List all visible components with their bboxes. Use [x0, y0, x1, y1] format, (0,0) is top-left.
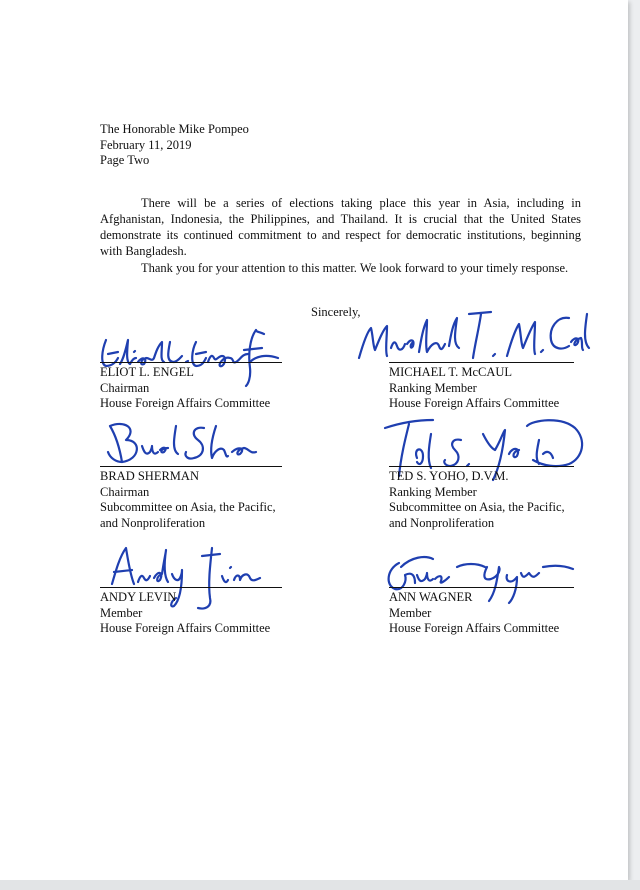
closing: Sincerely, [311, 305, 361, 319]
signatory-committee: House Foreign Affairs Committee [100, 396, 271, 410]
signature-line [389, 362, 574, 363]
signatory-block-sherman [100, 469, 276, 531]
signature-line [100, 362, 282, 363]
signatory-name: MICHAEL T. McCAUL [389, 365, 513, 379]
signatory-block-mccaul [389, 365, 559, 412]
body-paragraph-2: Thank you for your attention to this matter. We look forward to your timely response. [141, 261, 569, 275]
signatory-title: Chairman [100, 380, 150, 395]
signatory-committee: and Nonproliferation [100, 515, 206, 530]
signatory-name: TED S. YOHO, D.V.M. [389, 469, 509, 483]
signatory-title: Ranking Member [389, 484, 477, 499]
signatory-name: ANDY LEVIN [100, 590, 177, 604]
page-bottom-edge [0, 880, 640, 890]
signatory-title: Ranking Member [389, 380, 477, 395]
signatory-committee: House Foreign Affairs Committee [389, 396, 560, 410]
signatory-block-levin [100, 590, 270, 637]
signatory-committee: and Nonproliferation [389, 515, 495, 530]
signature-line [389, 466, 574, 467]
signatory-title: Chairman [100, 484, 150, 499]
letter-header [100, 122, 249, 169]
signatory-title: Member [389, 605, 432, 620]
signatory-name: BRAD SHERMAN [100, 469, 199, 483]
signature-line [389, 587, 574, 588]
signature-mccaul [355, 300, 595, 370]
signature-line [100, 587, 282, 588]
letter-date: February 11, 2019 [100, 137, 192, 152]
signatory-committee: Subcommittee on Asia, the Pacific, [100, 500, 276, 514]
recipient: The Honorable Mike Pompeo [100, 122, 249, 136]
signatory-block-engel [100, 365, 270, 412]
signatory-committee: House Foreign Affairs Committee [100, 621, 271, 635]
signature-sherman [100, 418, 280, 470]
signatory-title: Member [100, 605, 143, 620]
signatory-name: ANN WAGNER [389, 590, 473, 604]
signatory-block-yoho [389, 469, 565, 531]
page-number: Page Two [100, 153, 150, 167]
signatory-name: ELIOT L. ENGEL [100, 365, 194, 379]
body-paragraph-1: There will be a series of elections taking place this year in Asia, including in Afghanistan, Indonesia, the Philippines, and Thailand. It is crucial that the United States demonstrate its continued commitment to and respect for democratic institutions, beginning with Bangladesh. [100, 196, 581, 258]
signatory-committee: Subcommittee on Asia, the Pacific, [389, 500, 565, 514]
signatory-block-wagner [389, 590, 559, 637]
signature-line [100, 466, 282, 467]
signatory-committee: House Foreign Affairs Committee [389, 621, 560, 635]
